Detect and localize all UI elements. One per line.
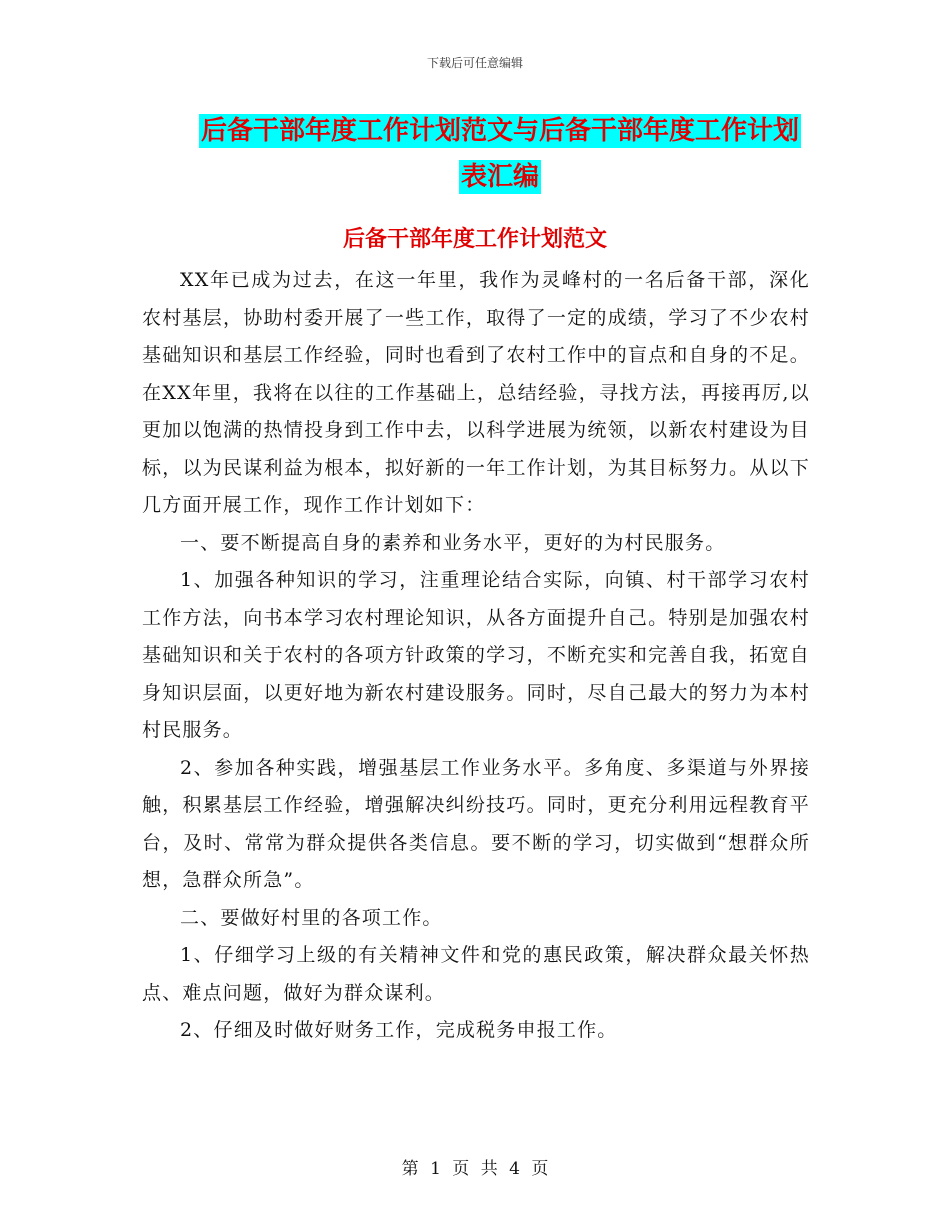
- body-text: [142, 262, 810, 1050]
- document-title-line-1: 后备干部年度工作计划范文与后备干部年度工作计划: [200, 116, 799, 146]
- document-title-line-2: 表汇编: [460, 162, 539, 192]
- page-footer: 第 1 页 共 4 页: [401, 1159, 549, 1179]
- paragraph-item-1-2: 2、参加各种实践，增强基层工作业务水平。多角度、多渠道与外界接触，积累基层工作经验，增强解决纠纷技巧。同时，更充分利用远程教育平台，及时、常常为群众提供各类信息。要不断的学习，切实做到“想群众所想，急群众所急”。: [142, 756, 810, 891]
- section-title: 后备干部年度工作计划范文: [342, 227, 607, 252]
- document-title: [150, 108, 850, 200]
- paragraph-item-2-2: 2、仔细及时做好财务工作，完成税务申报工作。: [180, 1019, 618, 1041]
- paragraph-heading-2: 二、要做好村里的各项工作。: [180, 906, 443, 929]
- header-note: 下载后可任意编辑: [426, 56, 523, 70]
- paragraph-intro: XX年已成为过去，在这一年里，我作为灵峰村的一名后备干部，深化农村基层，协助村委开展了一些工作，取得了一定的成绩，学习了不少农村基础知识和基层工作经验，同时也看到了农村工作中的盲点和自身的不足。在XX年里，我将在以往的工作基础上，总结经验，寻找方法，再接再厉,以更加以饱满的热情投身到工作中去，以科学进展为统领，以新农村建设为目标，以为民谋利益为根本，拟好新的一年工作计划，为其目标努力。从以下几方面开展工作，现作工作计划如下：: [142, 269, 810, 516]
- paragraph-item-1-1: 1、加强各种知识的学习，注重理论结合实际，向镇、村干部学习农村工作方法，向书本学习农村理论知识，从各方面提升自己。特别是加强农村基础知识和关于农村的各项方针政策的学习，不断充实和完善自我，拓宽自身知识层面，以更好地为新农村建设服务。同时，尽自己最大的努力为本村村民服务。: [142, 569, 810, 741]
- paragraph-item-2-1: 1、仔细学习上级的有关精神文件和党的惠民政策，解决群众最关怀热点、难点问题，做好为群众谋利。: [142, 944, 810, 1004]
- paragraph-heading-1: 一、要不断提高自身的素养和业务水平，更好的为村民服务。: [180, 531, 726, 554]
